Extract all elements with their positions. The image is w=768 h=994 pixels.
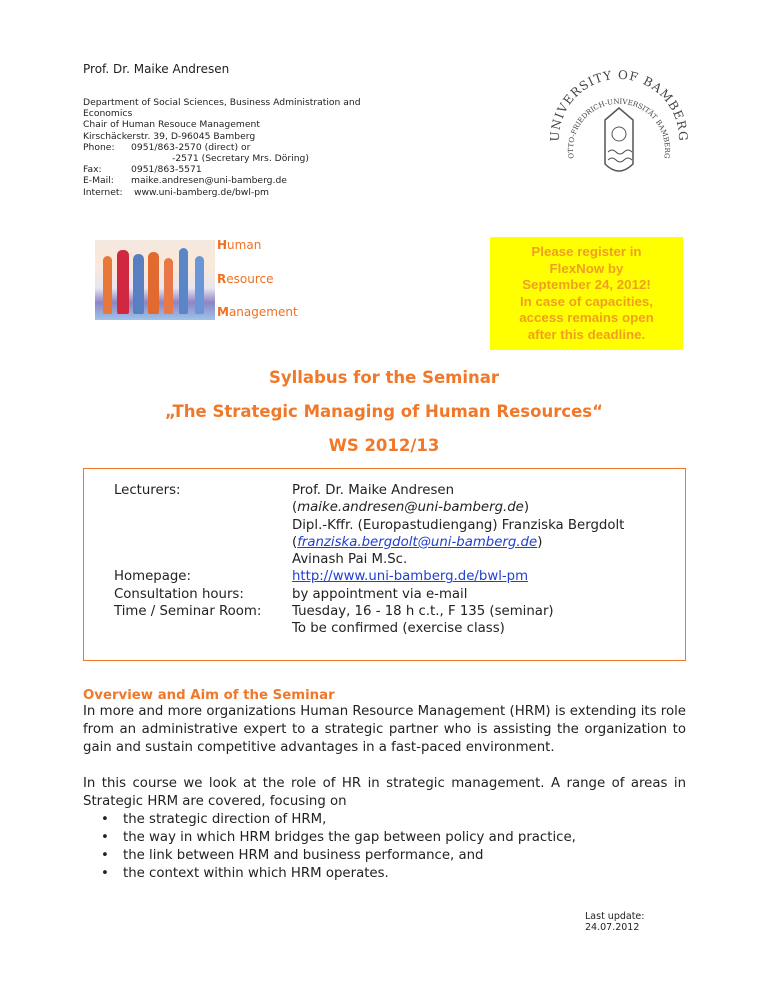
internet: www.uni-bamberg.de/bwl-pm: [134, 186, 269, 198]
address-line: Chair of Human Resouce Management: [83, 119, 260, 131]
hrm-human: Human: [217, 238, 262, 252]
consultation-hours: by appointment via e-mail: [292, 586, 468, 602]
email: maike.andresen@uni-bamberg.de: [131, 175, 287, 187]
list-item: • the context within which HRM operates.: [123, 865, 686, 883]
author-name: Prof. Dr. Maike Andresen: [83, 62, 230, 76]
time-room: Tuesday, 16 - 18 h c.t., F 135 (seminar): [292, 604, 554, 620]
seminar-title: „The Strategic Managing of Human Resources“: [165, 402, 603, 421]
main-content: [83, 468, 686, 953]
email-label: E-Mail:: [83, 175, 114, 187]
time-label: Time / Seminar Room:: [114, 604, 262, 620]
lecturer-email-link[interactable]: franziska.bergdolt@uni-bamberg.de: [297, 534, 538, 550]
svg-text:OTTO-FRIEDRICH-UNIVERSITÄT BAM: OTTO-FRIEDRICH-UNIVERSITÄT BAMBERG: [566, 97, 672, 160]
homepage-label: Homepage:: [114, 569, 191, 585]
page-title: Syllabus for the Seminar: [268, 368, 500, 387]
address-block: [83, 97, 523, 198]
phone: 0951/863-2570 (direct) or: [131, 141, 251, 153]
phone-secretary: -2571 (Secretary Mrs. Döring): [172, 153, 309, 165]
info-box: Lecturers: Prof. Dr. Maike Andresen (maike.andresen@uni-bamberg.de) Dipl.-Kffr. (Europastudiengang) Franziska Bergdolt (franziska.bergdolt@uni-bamberg.de) Avinash Pai M.Sc. Homepage: http://www.uni-bamberg.de/bwl-pm Consultation hours: by appointment via e-mail Time / Seminar Room: Tuesday, 16 - 18 h c.t., F 135 (seminar) To be confirmed (exercise class): [83, 468, 686, 661]
list-item: • the way in which HRM bridges the gap between policy and practice,: [123, 829, 686, 847]
address-line: Department of Social Sciences, Business Administration and: [83, 97, 361, 108]
consultation-label: Consultation hours:: [114, 586, 244, 602]
lecturer: Dipl.-Kffr. (Europastudiengang) Franziska Bergdolt: [292, 517, 625, 533]
address-line: Economics: [83, 108, 133, 120]
lecturers-label: Lecturers:: [114, 483, 181, 498]
fax: 0951/863-5571: [131, 164, 202, 176]
lecturer-email: (maike.andresen@uni-bamberg.de): [292, 500, 530, 516]
svg-text:UNIVERSITY OF BAMBERG: UNIVERSITY OF BAMBERG: [548, 68, 690, 142]
university-seal-logo: [548, 68, 690, 210]
address-line: Kirschäckerstr. 39, D-96045 Bamberg: [83, 130, 256, 142]
time-room-exercise: To be confirmed (exercise class): [292, 621, 505, 637]
registration-notice: Please register in FlexNow by September 24, 2012! In case of capacities, access remains open after this deadline.: [490, 237, 683, 350]
hrm-resource: Resource: [217, 272, 274, 286]
last-update: Last update: 24.07.2012: [585, 910, 645, 933]
fax-label: Fax:: [83, 164, 102, 176]
course-paragraph: In this course we look at the role of HR in strategic management. A range of areas in Strategic HRM are covered, focusing on • the strategic direction of HRM, • the way in which HRM bridges the gap between policy and practice, • the link between HRM and business performance, and • the context within which HRM operates.: [83, 775, 686, 883]
list-item: • the link between HRM and business performance, and: [123, 847, 686, 865]
hrm-management: Management: [217, 305, 298, 319]
internet-label: Internet:: [83, 186, 123, 198]
list-item: • the strategic direction of HRM,: [123, 811, 686, 829]
homepage-link[interactable]: http://www.uni-bamberg.de/bwl-pm: [292, 569, 529, 585]
semester: WS 2012/13: [328, 436, 440, 455]
overview-heading: Overview and Aim of the Seminar: [83, 687, 335, 703]
lecturer: Avinash Pai M.Sc.: [292, 552, 408, 568]
topics-list: [83, 811, 686, 883]
lecturer: Prof. Dr. Maike Andresen: [292, 483, 455, 498]
overview-paragraph: In more and more organizations Human Resource Management (HRM) is extending its role from an administrative expert to a strategic partner who is assisting the organization to gain and sustain competitive advantages in a fast-paced environment.: [83, 703, 686, 755]
hrm-people-image: [95, 240, 215, 320]
phone-label: Phone:: [83, 141, 115, 153]
